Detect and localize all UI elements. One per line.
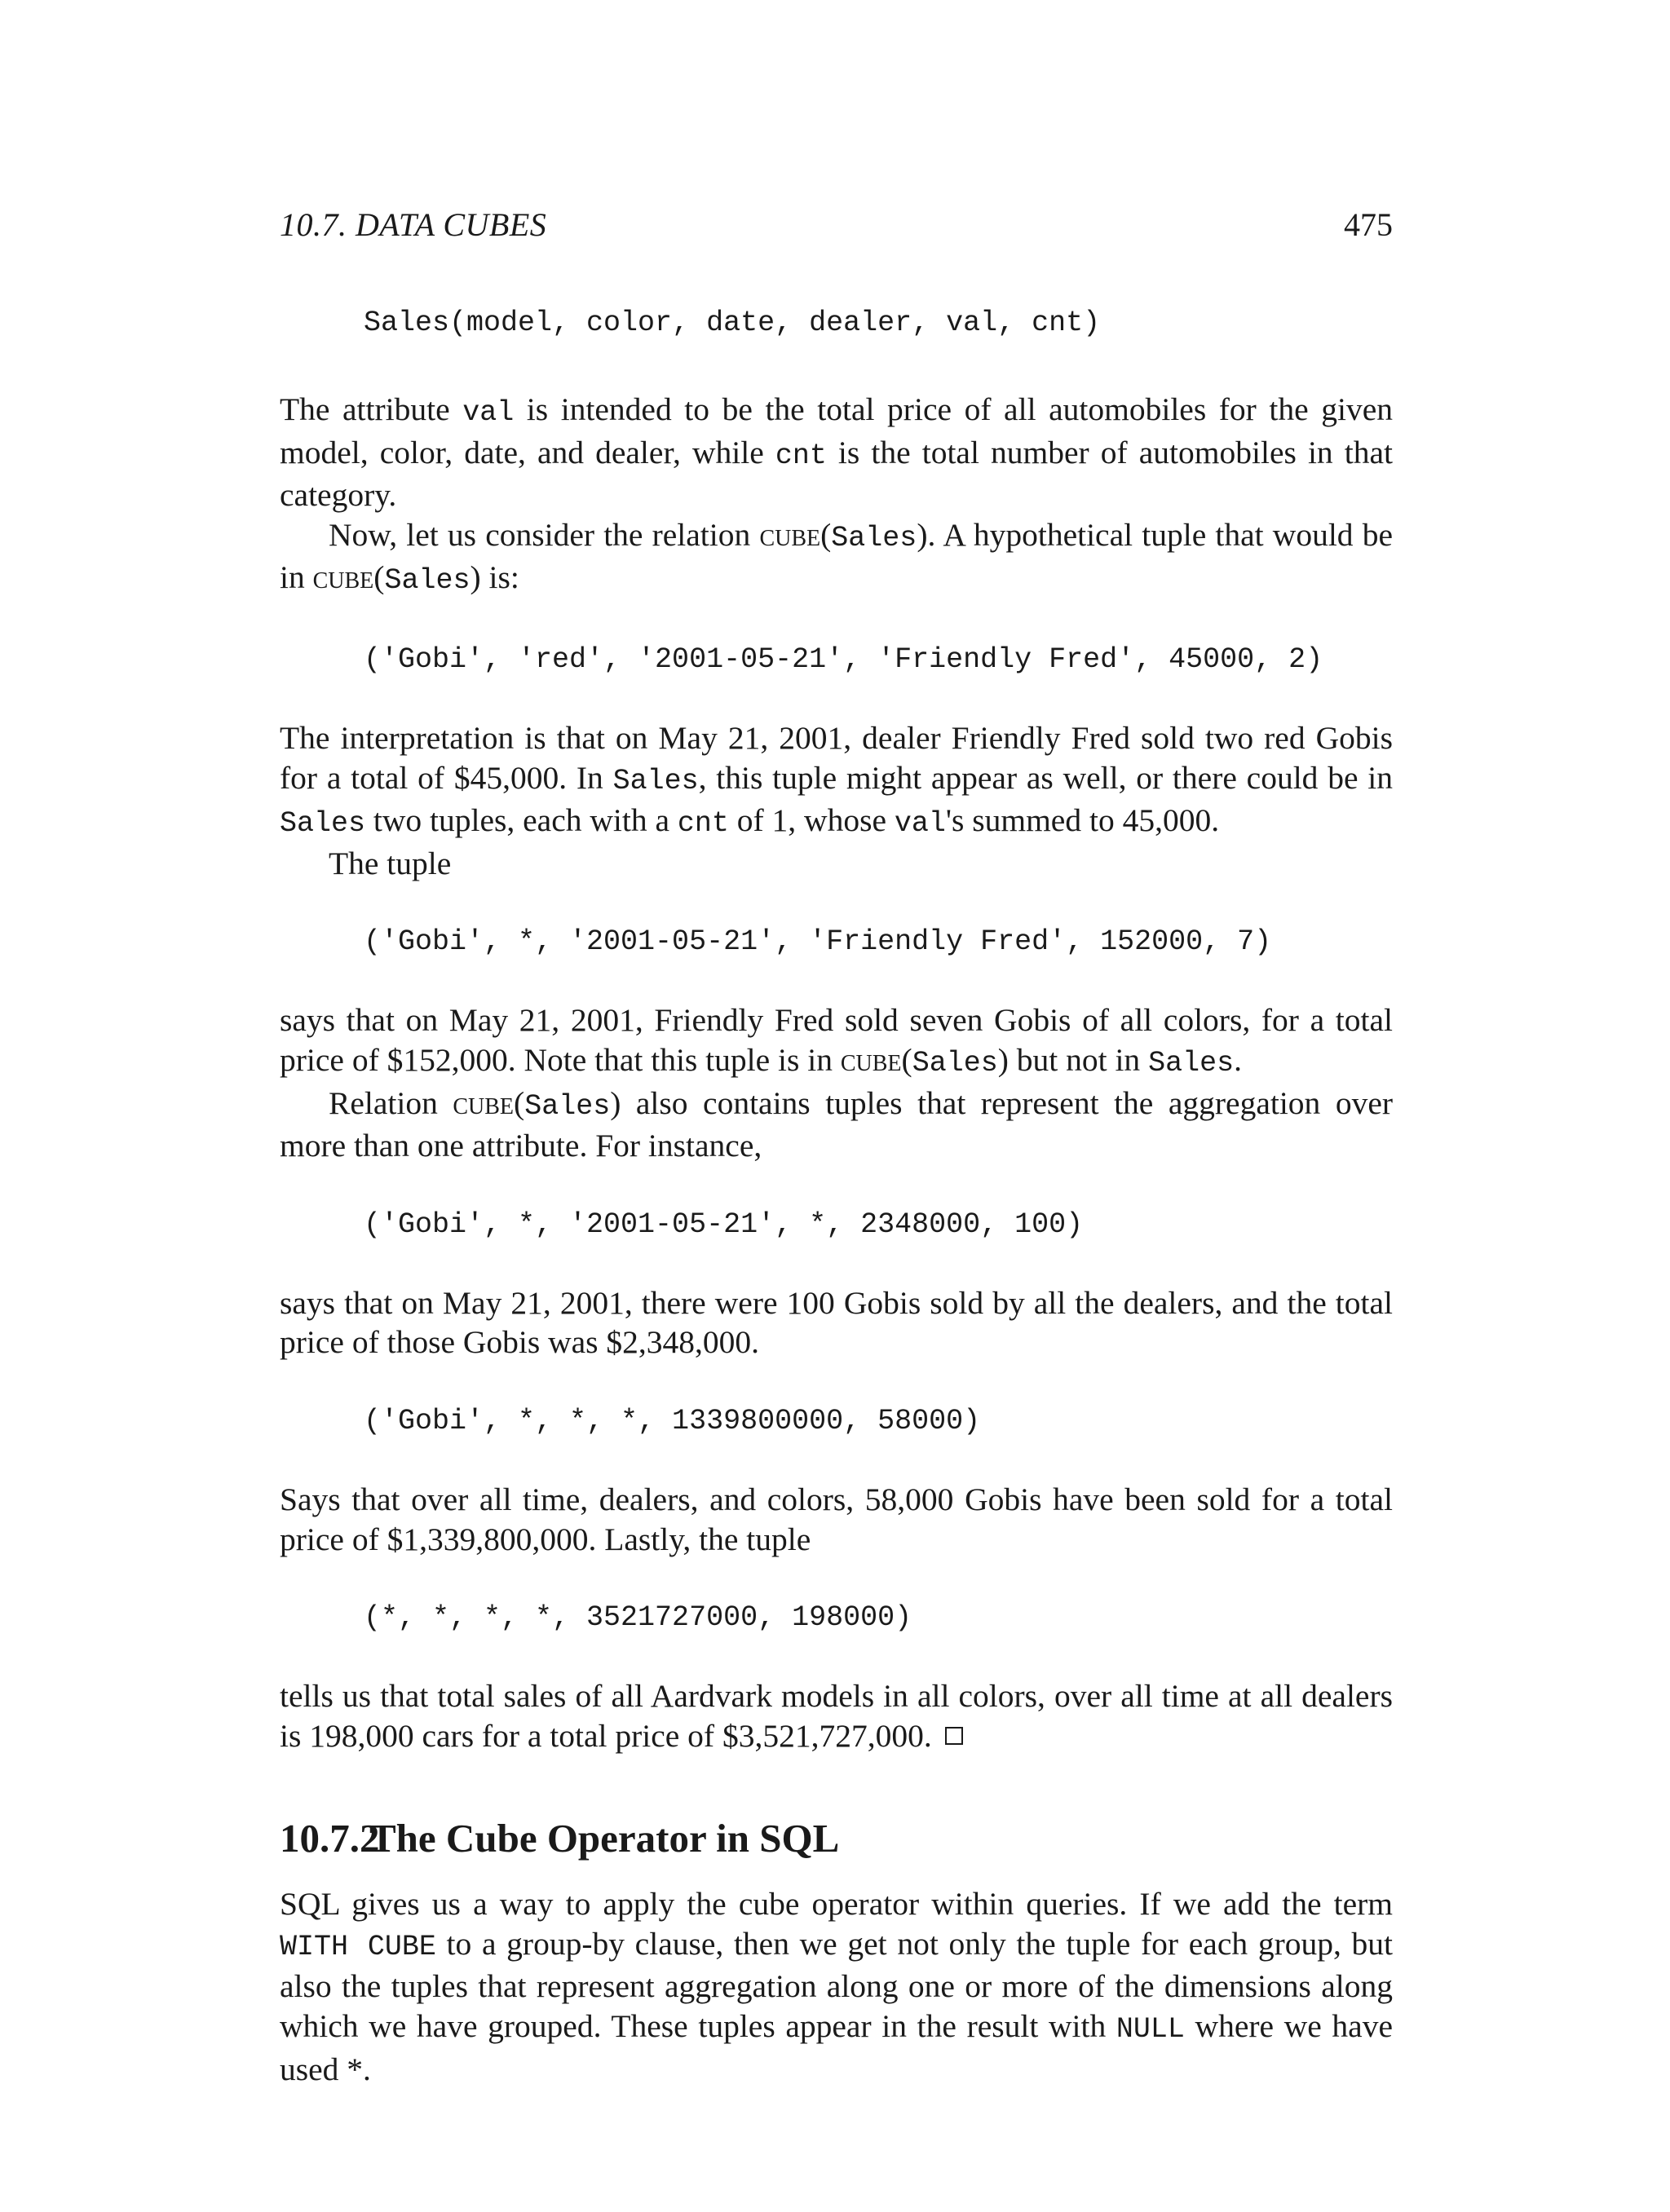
page-body (280, 303, 1393, 2089)
section-title: The Cube Operator in SQL (369, 1816, 840, 1861)
paragraph-with-cube: SQL gives us a way to apply the cube operator within queries. If we add the term WITH CUBE to a group-by clause, then we get not only the tuple for each group, but also the tuples that represent aggregation along one or more of the dimensions along which we have grouped. These tuples appear in the result with NULL where we have used *. (280, 1886, 1394, 2087)
paragraph-aardvark: tells us that total sales of all Aardvark models in all colors, over all time at all dealers is 198,000 cars for a total price of $3,521,727,000. (280, 1678, 1393, 1754)
code-tuple-3: ('Gobi', *, '2001-05-21', *, 2348000, 100) (364, 1208, 1084, 1241)
running-header (280, 205, 1393, 245)
paragraph-cube-intro: Now, let us consider the relation cube(Sales). A hypothetical tuple that would be in cube(Sales) is: (280, 516, 1393, 598)
code-tuple-4: ('Gobi', *, *, *, 1339800000, 58000) (364, 1404, 981, 1437)
code-tuple-1: ('Gobi', 'red', '2001-05-21', 'Friendly Fred', 45000, 2) (364, 642, 1323, 676)
page-number: 475 (1344, 206, 1393, 243)
paragraph-100-gobis: says that on May 21, 2001, there were 100 Gobis sold by all the dealers, and the total price of those Gobis was $2,348,000. (280, 1284, 1393, 1361)
code-tuple-2: ('Gobi', *, '2001-05-21', 'Friendly Fred', 152000, 7) (364, 925, 1272, 959)
paragraph-interpretation: The interpretation is that on May 21, 2001, dealer Friendly Fred sold two red Gobis for a total of $45,000. In Sales, this tuple might appear as well, or there could be in Sales two tuples, each with a cnt of 1, whose val's summed to 45,000. (280, 719, 1393, 841)
code-tuple-5: (*, *, *, *, 3521727000, 198000) (364, 1601, 912, 1635)
paragraph-attributes: The attribute val is intended to be the total price of all automobiles for the given model, color, date, and dealer, while cnt is the total number of automobiles in that category. (280, 391, 1393, 514)
section-number: 10.7.2 (280, 1816, 380, 1861)
running-header-section: 10.7. DATA CUBES (280, 206, 547, 243)
paragraph-aggregation: Relation cube(Sales) also contains tuples that represent the aggregation over more than one attribute. For instance, (280, 1084, 1393, 1164)
end-of-proof-icon (945, 1727, 963, 1745)
section-heading (280, 1816, 1393, 1861)
paragraph-all-time: Says that over all time, dealers, and colors, 58,000 Gobis have been sold for a total price of $1,339,800,000. Lastly, the tuple (280, 1481, 1393, 1557)
paragraph-seven-gobis: says that on May 21, 2001, Friendly Fred sold seven Gobis of all colors, for a total price of $152,000. Note that this tuple is in cube(Sales) but not in Sales. (280, 1002, 1393, 1080)
code-relation-schema: Sales(model, color, date, dealer, val, cnt) (364, 307, 1101, 339)
paragraph-the-tuple: The tuple (329, 845, 452, 881)
